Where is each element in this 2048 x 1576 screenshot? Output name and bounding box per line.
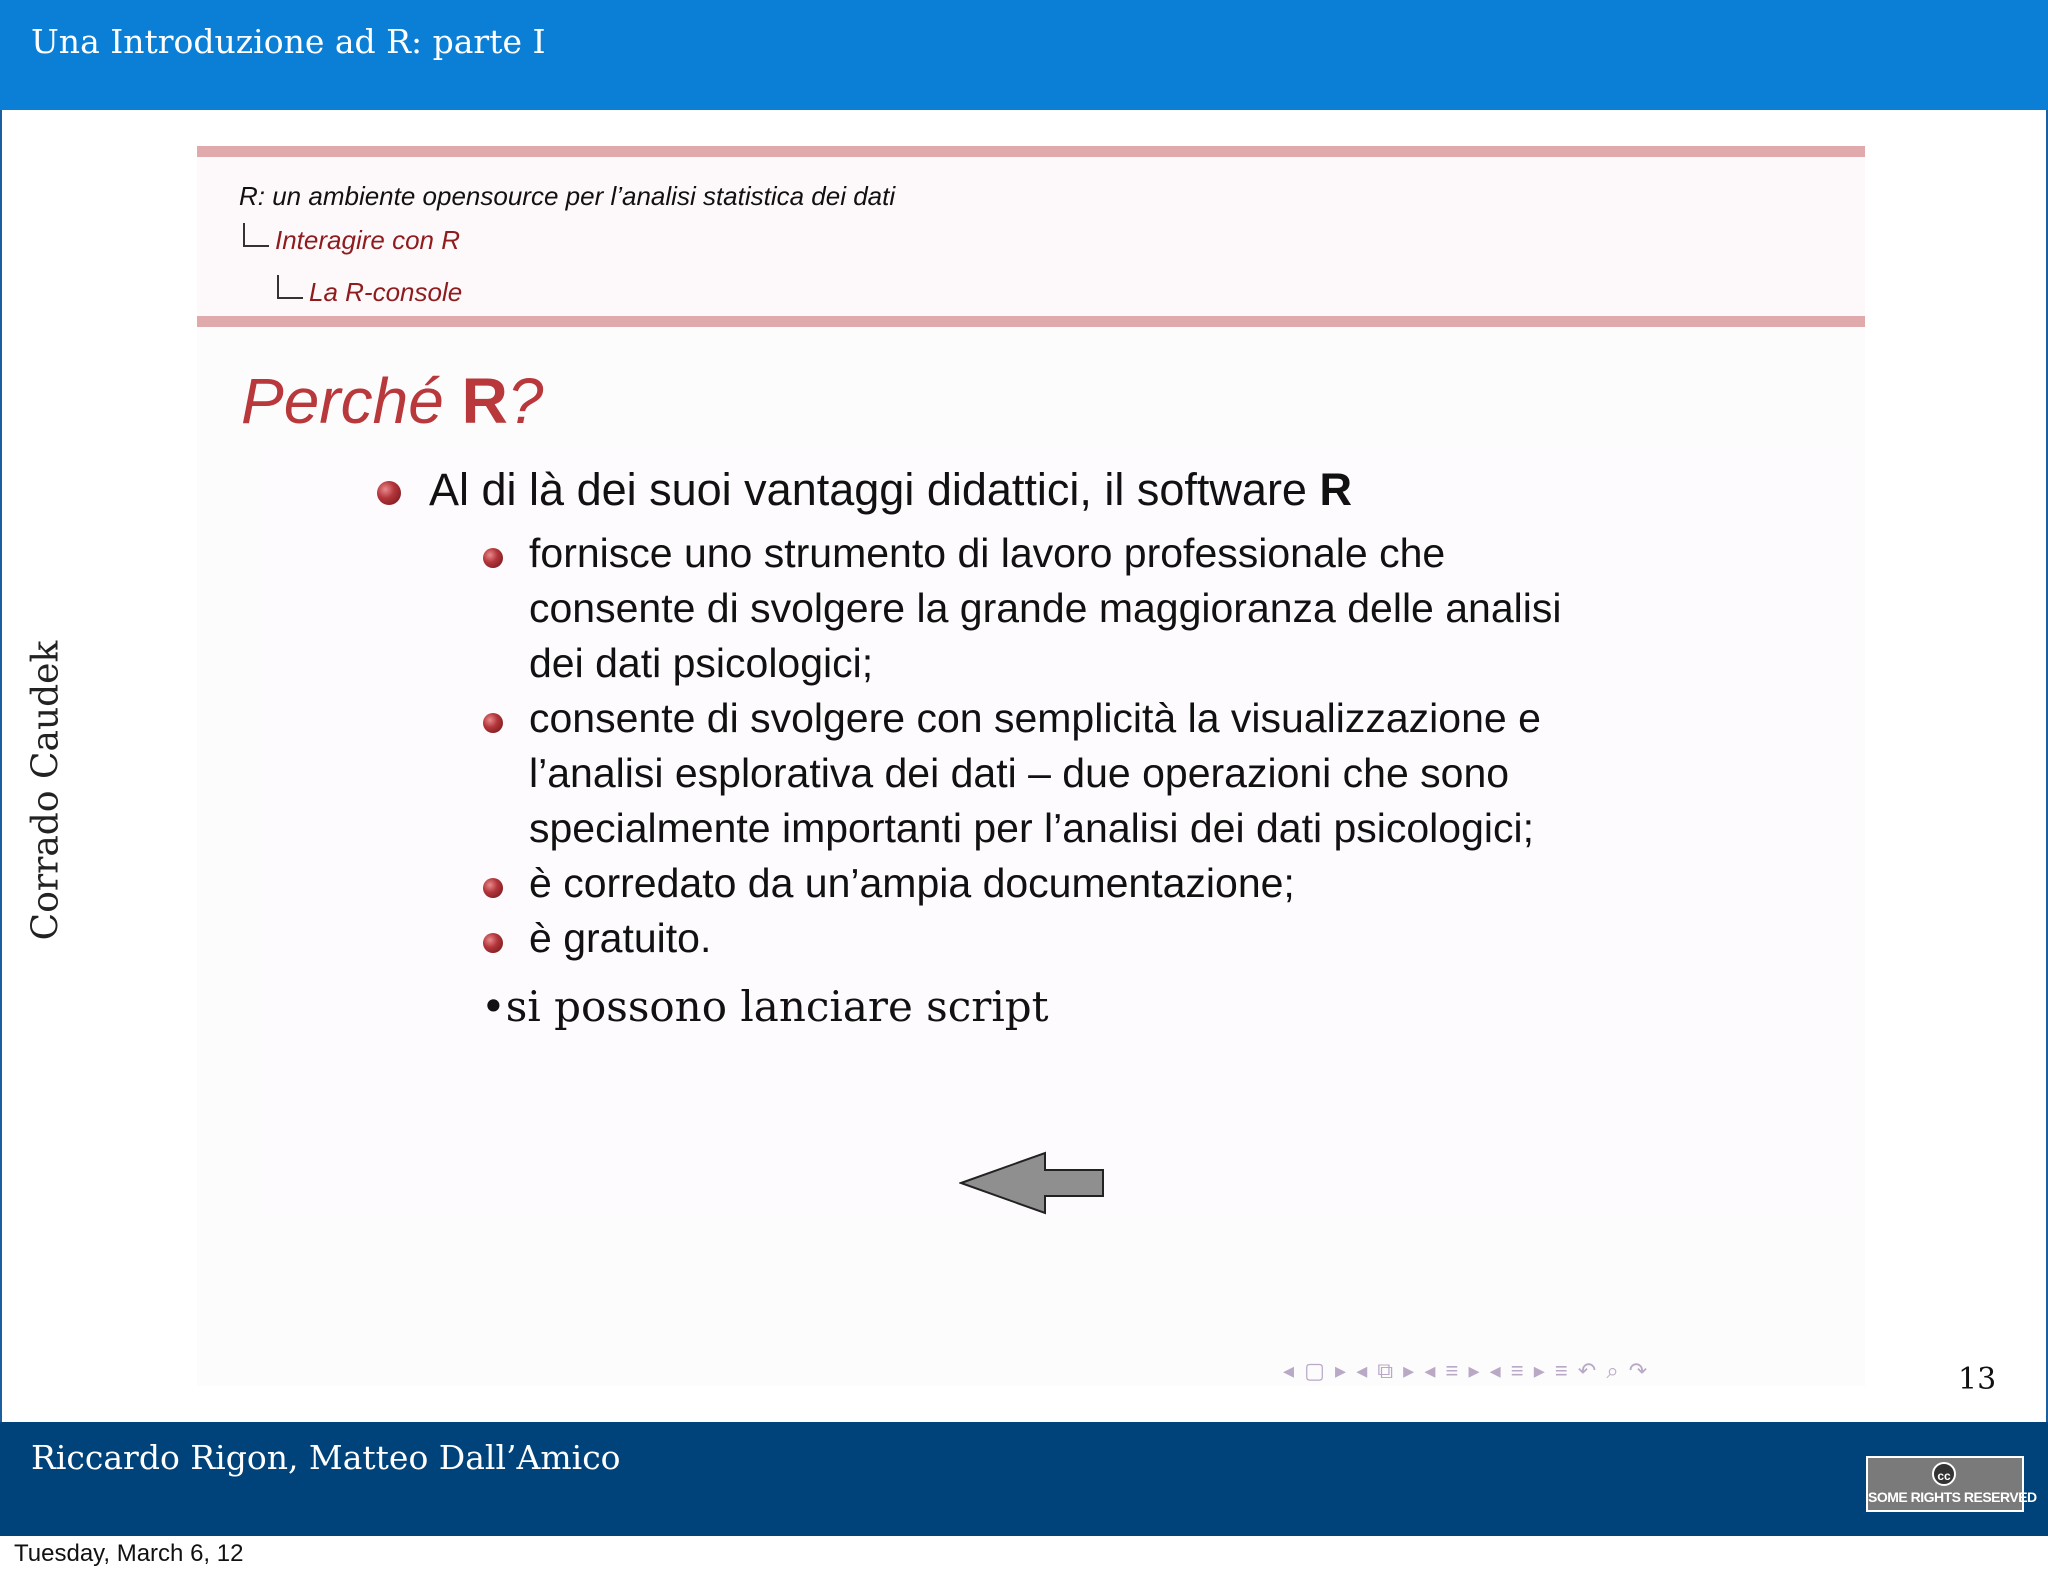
slide-heading [241, 364, 543, 438]
main-bullet [429, 464, 1352, 516]
breadcrumb-level1: R: un ambiente opensource per l’analisi statistica dei dati [239, 181, 896, 211]
cc-icon: cc [1932, 1462, 1956, 1486]
back-arrow-icon[interactable] [959, 1150, 1107, 1216]
breadcrumb-band-top [197, 146, 1865, 157]
sub-bullet-3 [529, 856, 1295, 911]
breadcrumb-level3-label: La R-console [309, 277, 463, 307]
breadcrumb-level2-label: Interagire con R [275, 225, 460, 255]
footer-authors: Riccardo Rigon, Matteo Dall’Amico [31, 1438, 621, 1477]
breadcrumb-level2 [243, 223, 460, 256]
heading-prefix: Perché [241, 365, 444, 437]
heading-question-mark: ? [507, 365, 544, 437]
sub-bullet-2 [529, 691, 1541, 856]
header-bar [0, 0, 2048, 110]
sub-bullet-1-line-1: fornisce uno strumento di lavoro professionale che [529, 530, 1446, 576]
date-stamp: Tuesday, March 6, 12 [14, 1540, 244, 1567]
sub-bullet-1 [529, 526, 1562, 691]
page-number: 13 [1958, 1362, 1997, 1397]
cc-license-badge[interactable] [1866, 1456, 2037, 1512]
breadcrumb [197, 157, 1865, 316]
sidebar-author-label: Corrado Caudek [25, 640, 67, 941]
footer-bar [0, 1422, 2048, 1536]
main-bullet-text: Al di là dei suoi vantaggi didattici, il software [429, 464, 1307, 515]
extra-note: •si possono lanciare script [481, 982, 1049, 1031]
cc-label: SOME RIGHTS RESERVED [1868, 1489, 2037, 1505]
tree-elbow-icon [243, 223, 269, 247]
main-bullet-bold: R [1319, 464, 1352, 515]
frame-left-border [0, 110, 2, 1422]
sidebar-author [26, 640, 66, 940]
sub-bullet-2-line-3: specialmente importanti per l’analisi dei dati psicologici; [529, 805, 1535, 851]
sub-bullet-2-line-2: l’analisi esplorativa dei dati – due operazioni che sono [529, 750, 1510, 796]
sub-bullet-1-line-2: consente di svolgere la grande maggioranza delle analisi [529, 585, 1562, 631]
presentation-title: Una Introduzione ad R: parte I [31, 22, 546, 61]
breadcrumb-band-bottom [197, 316, 1865, 327]
sub-bullet-2-line-1: consente di svolgere con semplicità la visualizzazione e [529, 695, 1541, 741]
sub-bullet-4-line-1: è gratuito. [529, 915, 712, 961]
sub-bullet-3-line-1: è corredato da un’ampia documentazione; [529, 860, 1295, 906]
sub-bullet-ball-icon [483, 878, 503, 898]
sub-bullet-ball-icon [483, 548, 503, 568]
sub-bullet-1-line-3: dei dati psicologici; [529, 640, 874, 686]
heading-r: R [461, 365, 508, 437]
bullet-ball-icon [377, 481, 401, 505]
slide-panel [197, 146, 1865, 1386]
sub-bullet-4 [529, 911, 711, 966]
tree-elbow-icon [277, 275, 303, 299]
sub-bullet-ball-icon [483, 933, 503, 953]
sub-bullet-ball-icon [483, 713, 503, 733]
beamer-nav-controls[interactable]: ◂ ▢ ▸ ◂ ⧉ ▸ ◂ ≡ ▸ ◂ ≡ ▸ ≡ ↶ ⌕ ↷ [1283, 1358, 1650, 1383]
breadcrumb-level3 [277, 275, 462, 308]
